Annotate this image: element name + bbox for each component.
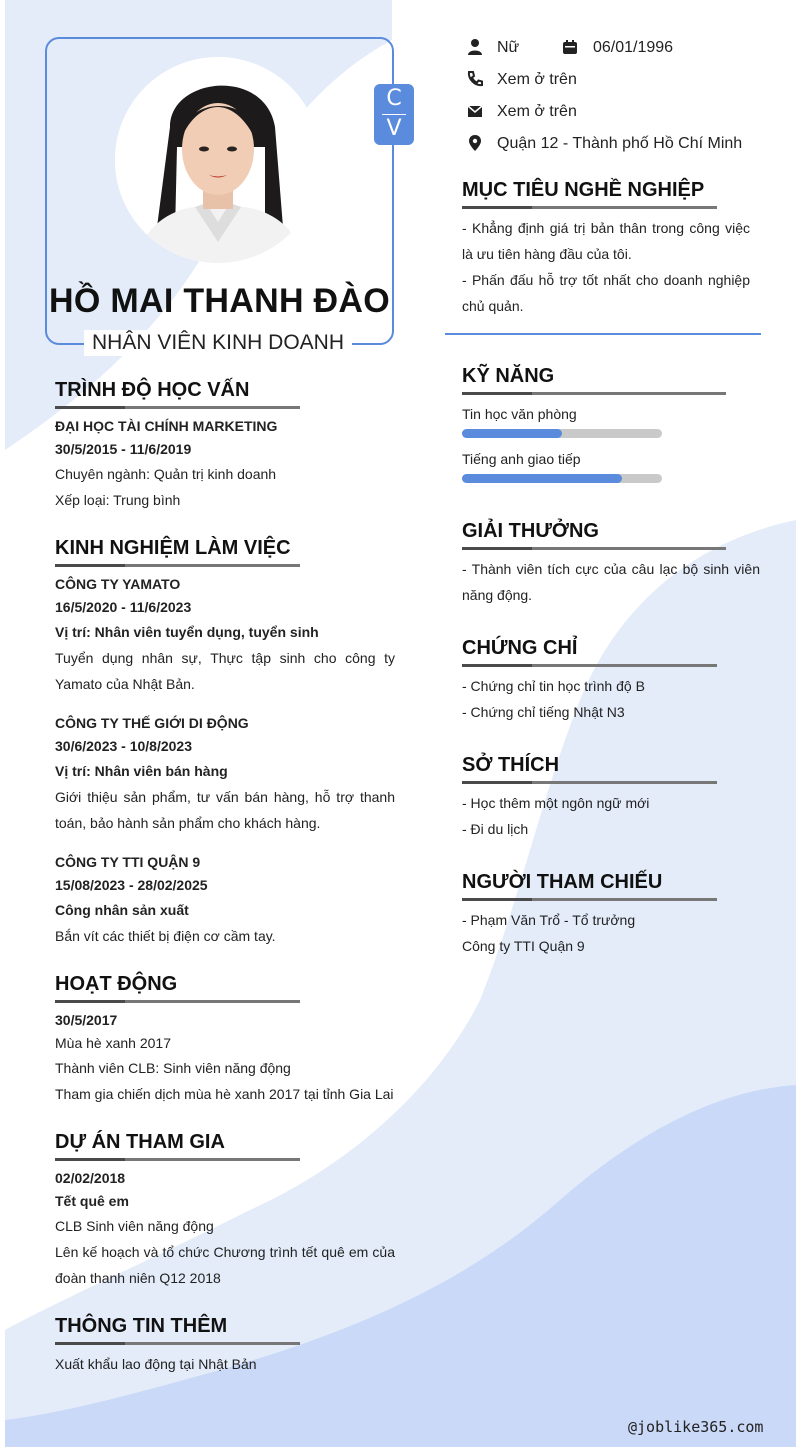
cv-badge-divider bbox=[382, 114, 406, 115]
candidate-name: HỒ MAI THANH ĐÀO bbox=[49, 282, 390, 320]
hobbies-underline bbox=[462, 781, 717, 784]
objective-line-2: - Phấn đấu hỗ trợ tốt nhất cho doanh nghiệp chủ quản. bbox=[462, 272, 750, 314]
hobbies-heading: SỞ THÍCH bbox=[462, 754, 560, 776]
certificates-underline bbox=[462, 664, 717, 667]
job-3-position: Công nhân sản xuất bbox=[55, 902, 189, 918]
cv-badge-c: C bbox=[386, 86, 402, 111]
calendar-icon bbox=[561, 38, 579, 56]
education-heading: TRÌNH ĐỘ HỌC VẤN bbox=[55, 379, 250, 401]
job-1-position: Vị trí: Nhân viên tuyển dụng, tuyển sinh bbox=[55, 624, 319, 640]
objective-divider bbox=[445, 333, 761, 335]
address-value: Quận 12 - Thành phố Hồ Chí Minh bbox=[497, 135, 743, 152]
reference-company: Công ty TTI Quận 9 bbox=[462, 938, 585, 954]
awards-text: - Thành viên tích cực của câu lạc bộ sinh viên năng động. bbox=[462, 561, 760, 603]
project-date: 02/02/2018 bbox=[55, 1170, 126, 1186]
profile-photo bbox=[115, 57, 321, 263]
skill-bar-fill-2 bbox=[462, 474, 622, 483]
project-org: CLB Sinh viên năng động bbox=[55, 1218, 214, 1234]
references-heading: NGƯỜI THAM CHIẾU bbox=[462, 871, 663, 893]
job-1-period: 16/5/2020 - 11/6/2023 bbox=[55, 599, 192, 615]
birthdate-value: 06/01/1996 bbox=[593, 39, 674, 56]
email-value: Xem ở trên bbox=[497, 103, 577, 120]
experience-heading: KINH NGHIỆM LÀM VIỆC bbox=[55, 537, 291, 559]
mail-icon bbox=[466, 102, 484, 120]
skill-label-2: Tiếng anh giao tiếp bbox=[462, 451, 581, 467]
objective-line-1: - Khẳng định giá trị bản thân trong công việc là ưu tiên hàng đầu của tôi. bbox=[462, 220, 750, 262]
phone-value: Xem ở trên bbox=[497, 71, 577, 88]
activity-role: Thành viên CLB: Sinh viên năng động bbox=[55, 1060, 291, 1076]
gender-value: Nữ bbox=[497, 39, 520, 56]
education-major: Chuyên ngành: Quản trị kinh doanh bbox=[55, 466, 277, 482]
extra-info-text: Xuất khẩu lao động tại Nhật Bản bbox=[55, 1356, 257, 1372]
project-description: Lên kế hoạch và tổ chức Chương trình tết quê em của đoàn thanh niên Q12 2018 bbox=[55, 1244, 395, 1286]
site-watermark: @joblike365.com bbox=[628, 1418, 764, 1436]
job-1-company: CÔNG TY YAMATO bbox=[55, 576, 181, 592]
certificate-item-2: - Chứng chỉ tiếng Nhật N3 bbox=[462, 704, 625, 720]
awards-underline bbox=[462, 547, 726, 550]
awards-heading: GIẢI THƯỞNG bbox=[462, 520, 599, 542]
projects-heading: DỰ ÁN THAM GIA bbox=[55, 1131, 225, 1153]
job-3-period: 15/08/2023 - 28/02/2025 bbox=[55, 877, 208, 893]
cv-badge-v: V bbox=[386, 116, 402, 141]
education-grade: Xếp loại: Trung bình bbox=[55, 492, 181, 508]
job-2-company: CÔNG TY THẾ GIỚI DI ĐỘNG bbox=[55, 715, 249, 731]
references-underline bbox=[462, 898, 717, 901]
projects-underline bbox=[55, 1158, 300, 1161]
experience-underline bbox=[55, 564, 300, 567]
skill-bar-2 bbox=[462, 474, 662, 483]
cv-badge bbox=[374, 84, 414, 145]
activities-heading: HOẠT ĐỘNG bbox=[55, 973, 178, 995]
skills-heading: KỸ NĂNG bbox=[462, 365, 555, 387]
activity-description: Tham gia chiến dịch mùa hè xanh 2017 tại tỉnh Gia Lai bbox=[55, 1086, 394, 1102]
hobby-item-2: - Đi du lịch bbox=[462, 821, 529, 837]
education-period: 30/5/2015 - 11/6/2019 bbox=[55, 441, 192, 457]
skill-label-1: Tin học văn phòng bbox=[462, 406, 577, 422]
certificates-heading: CHỨNG CHỈ bbox=[462, 637, 578, 659]
extra-info-underline bbox=[55, 1342, 300, 1345]
job-2-description: Giới thiệu sản phẩm, tư vấn bán hàng, hỗ trợ thanh toán, bảo hành sản phẩm cho khách hàng. bbox=[55, 789, 395, 831]
person-icon bbox=[466, 38, 484, 56]
job-3-company: CÔNG TY TTI QUẬN 9 bbox=[55, 854, 201, 870]
job-3-description: Bắn vít các thiết bị điện cơ cầm tay. bbox=[55, 928, 276, 944]
skill-bar-1 bbox=[462, 429, 662, 438]
skill-bar-fill-1 bbox=[462, 429, 562, 438]
activity-name: Mùa hè xanh 2017 bbox=[55, 1035, 171, 1051]
job-2-position: Vị trí: Nhân viên bán hàng bbox=[55, 763, 228, 779]
location-pin-icon bbox=[466, 134, 484, 152]
activity-date: 30/5/2017 bbox=[55, 1012, 118, 1028]
phone-icon bbox=[466, 70, 484, 88]
certificate-item-1: - Chứng chỉ tin học trình độ B bbox=[462, 678, 645, 694]
hobby-item-1: - Học thêm một ngôn ngữ mới bbox=[462, 795, 650, 811]
education-school: ĐẠI HỌC TÀI CHÍNH MARKETING bbox=[55, 418, 278, 434]
candidate-job-title: NHÂN VIÊN KINH DOANH bbox=[84, 330, 352, 356]
job-1-description: Tuyển dụng nhân sự, Thực tập sinh cho công ty Yamato của Nhật Bản. bbox=[55, 650, 395, 692]
education-underline bbox=[55, 406, 300, 409]
portrait-illustration bbox=[115, 57, 321, 263]
skills-underline bbox=[462, 392, 726, 395]
objective-underline bbox=[462, 206, 717, 209]
activities-underline bbox=[55, 1000, 300, 1003]
project-name: Tết quê em bbox=[55, 1193, 129, 1209]
reference-person: - Phạm Văn Trổ - Tổ trưởng bbox=[462, 912, 636, 928]
job-2-period: 30/6/2023 - 10/8/2023 bbox=[55, 738, 193, 754]
extra-info-heading: THÔNG TIN THÊM bbox=[55, 1315, 228, 1337]
objective-heading: MỤC TIÊU NGHỀ NGHIỆP bbox=[462, 179, 705, 201]
